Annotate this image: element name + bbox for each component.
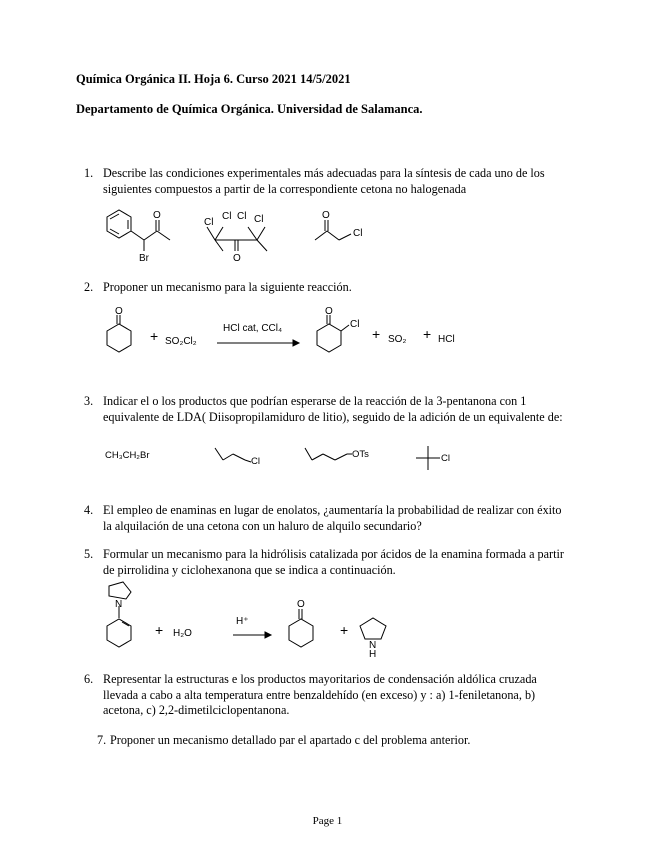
chlorine-label: Cl [222,211,232,222]
reaction-conditions: HCl cat, CCl₄ [223,323,283,334]
scheme-2-reaction [95,305,475,365]
chlorine-label: Cl [350,319,360,330]
nitrogen-label: N [115,599,123,610]
acid-catalyst-label: H⁺ [236,616,249,627]
bromine-label: Br [139,253,149,264]
plus-sign: + [423,326,432,342]
water-label: H₂O [173,628,192,639]
question-text: Proponer un mecanismo detallado par el apartado c del problema anterior. [110,733,471,747]
question-text: El empleo de enaminas en lugar de enolatos, ¿aumentaría la probabilidad de realizar con éxito la alquilación de una cetona con un haluro de alquilo secundario? [103,503,562,533]
ethyl-bromide-label: CH₃CH₂Br [105,450,150,461]
question-number: 3. [84,394,94,408]
cyclohexene-ring [107,619,131,647]
chlorine-label: Cl [441,453,450,464]
chlorine-label: Cl [204,217,214,228]
plus-sign: + [372,326,381,342]
sulfuryl-chloride-label: SO₂Cl₂ [165,336,197,347]
oxygen-label: O [297,599,305,610]
chlorine-label: Cl [254,214,264,225]
question-text: Describe las condiciones experimentales más adecuadas para la síntesis de cada uno de los siguientes compuestos a partir de la correspondiente cetona no halogenada [103,166,545,196]
oxygen-label: O [325,306,333,317]
header-course-line: Química Orgánica II. Hoja 6. Curso 2021 14/5/2021 [76,72,351,86]
question-number: 7. [97,733,107,747]
scheme-5-hydrolysis [95,578,405,660]
oxygen-label: O [322,210,330,221]
chlorine-label: Cl [353,228,363,239]
plus-sign: + [155,622,164,638]
hydrogen-label: H [369,649,377,660]
header-department-line: Departamento de Química Orgánica. Universidad de Salamanca. [76,102,423,116]
question-number: 2. [84,280,94,294]
sulfur-dioxide-label: SO₂ [388,334,407,345]
scheme-3-electrophiles [100,440,470,475]
hydrogen-chloride-label: HCl [438,334,455,345]
pyrrolidine-product-ring [360,618,386,639]
cyclohexanone-ring [107,324,131,352]
pyrrolidine-ring [109,582,131,599]
page-number: Page 1 [312,815,343,827]
question-text: Formular un mecanismo para la hidrólisis catalizada por ácidos de la enamina formada a partir de pirrolidina y ciclohexanona que se indica a continuación. [103,547,564,577]
tosylate-label: OTs [352,449,369,460]
chlorocyclohexanone-ring [317,324,341,352]
chlorine-label: Cl [251,456,260,467]
question-text: Indicar el o los productos que podrían esperarse de la reacción de la 3-pentanona con 1 equivalente de LDA( Diisopropilamiduro de litio), seguido de la adición de un equivalente de: [103,394,563,424]
question-text: Representar la estructuras e los productos mayoritarios de condensación aldólica cruzada llevada a cabo a alta temperatura entre benzaldehído (en exceso) y : a) 1-feniletanona, b) acetona, c) 2,2-dimetilciclopentanona. [103,672,537,717]
nitrogen-label: N [369,640,377,651]
question-number: 1. [84,166,94,180]
plus-sign: + [150,328,159,344]
plus-sign: + [340,622,349,638]
oxygen-label: O [233,253,241,264]
scheme-1-compounds [95,203,385,268]
question-number: 5. [84,547,94,561]
question-text: Proponer un mecanismo para la siguiente reacción. [103,280,352,294]
oxygen-label: O [115,306,123,317]
question-number: 6. [84,672,94,686]
oxygen-label: O [153,210,161,221]
chlorine-label: Cl [237,211,247,222]
question-number: 4. [84,503,94,517]
cyclohexanone-ring [289,619,313,647]
